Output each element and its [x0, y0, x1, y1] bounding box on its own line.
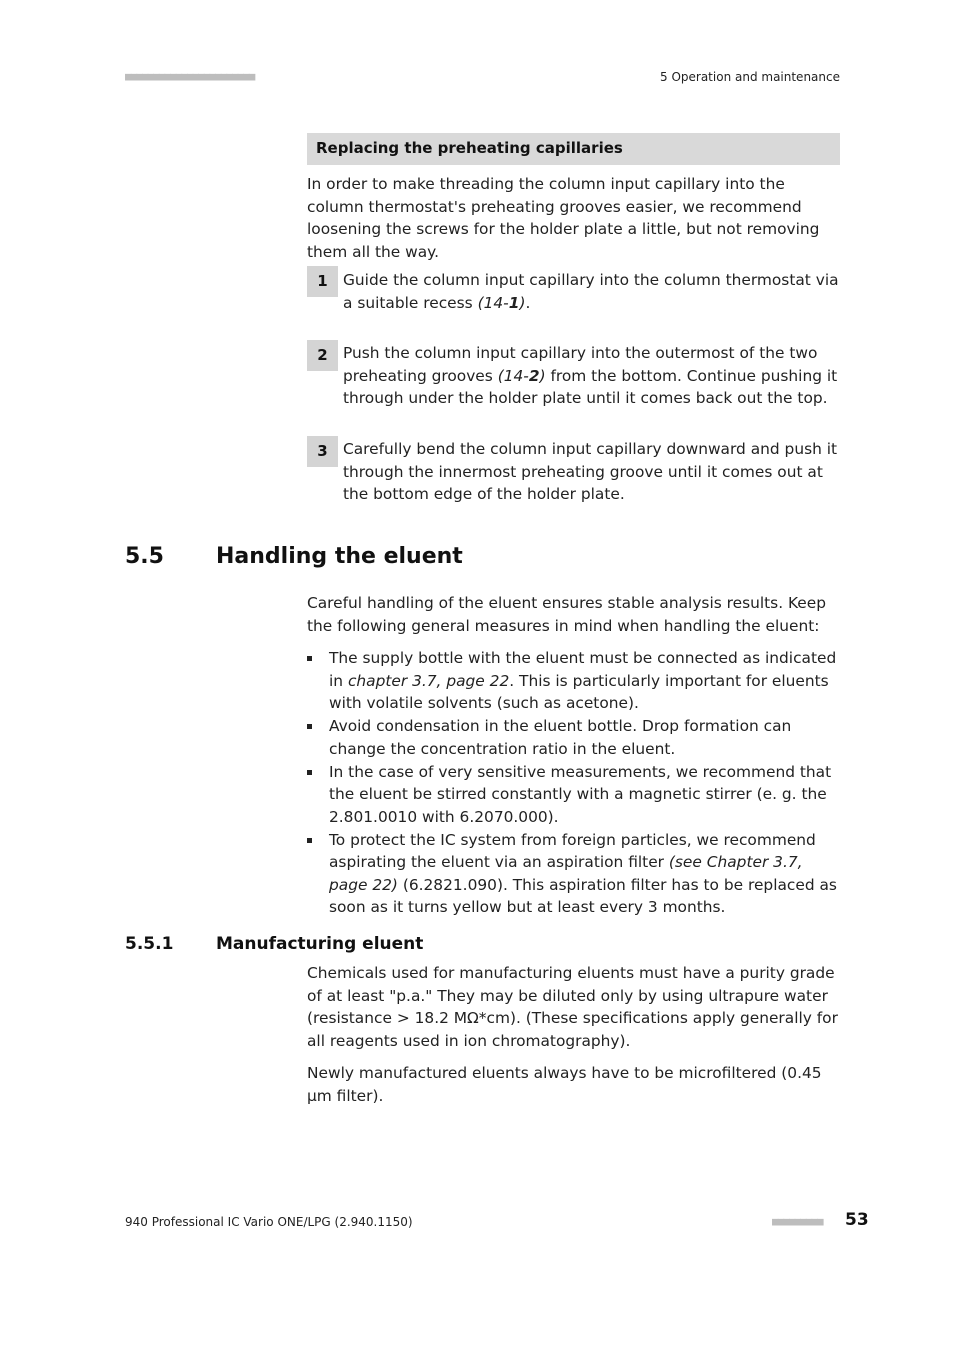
step-number-1: 1 [307, 266, 338, 297]
step-number-2: 2 [307, 340, 338, 371]
section-intro: Careful handling of the eluent ensures stable analysis results. Keep the following general measures in mind when handling the eluent: [307, 594, 827, 635]
footer-product-name: 940 Professional IC Vario ONE/LPG (2.940.1150) [125, 1215, 413, 1229]
bullet-list [307, 647, 843, 919]
step-text-2: Push the column input capillary into the outermost of the two preheating grooves (14-2) from the bottom. Continue pushing it through under the holder plate until it comes back out the top. [343, 344, 838, 407]
list-item: In the case of very sensitive measurements, we recommend that the eluent be stirred constantly with a magnetic stirrer (e. g. the 2.801.0010 with 6.2070.000). [307, 761, 843, 829]
step-text-3: Carefully bend the column input capillary downward and push it through the innermost preheating groove until it comes out at the bottom edge of the holder plate. [343, 440, 838, 503]
subsection-title: Replacing the preheating capillaries [316, 139, 623, 157]
footer-decoration: ■■■■■■■■■ [772, 1215, 823, 1228]
list-item: Avoid condensation in the eluent bottle. Drop formation can change the concentration ratio in the eluent. [307, 715, 843, 760]
subsection-heading-bar [307, 133, 840, 165]
list-item: To protect the IC system from foreign particles, we recommend aspirating the eluent via an aspiration filter (see Chapter 3.7, page 22) (6.2821.090). This aspiration filter has to be replaced as soon as it turns yellow but at least every 3 months. [307, 829, 843, 919]
subsubsection-number: 5.5.1 [125, 934, 174, 954]
section-title: Handling the eluent [216, 544, 463, 569]
section-number: 5.5 [125, 544, 164, 569]
running-header-chapter: 5 Operation and maintenance [660, 70, 840, 84]
manufacturing-paragraph-2: Newly manufactured eluents always have to be microfiltered (0.45 µm filter). [307, 1064, 822, 1105]
subsubsection-title: Manufacturing eluent [216, 934, 424, 954]
step-text-1: Guide the column input capillary into the column thermostat via a suitable recess (14-1). [343, 271, 839, 312]
step-number-3: 3 [307, 436, 338, 467]
header-decoration: ■■■■■■■■■■■■■■■■■■■■■■■ [125, 70, 255, 83]
page-number: 53 [845, 1210, 869, 1230]
list-item: The supply bottle with the eluent must be connected as indicated in chapter 3.7, page 22. This is particularly important for eluents with volatile solvents (such as acetone). [307, 647, 843, 715]
subsection-intro: In order to make threading the column input capillary into the column thermostat's preheating grooves easier, we recommend loosening the screws for the holder plate a little, but not removing them all the way. [307, 175, 820, 261]
manufacturing-paragraph-1: Chemicals used for manufacturing eluents must have a purity grade of at least "p.a." They may be diluted only by using ultrapure water (resistance > 18.2 MΩ*cm). (These specifications apply generally for all reagents used in ion chromatography). [307, 964, 838, 1050]
